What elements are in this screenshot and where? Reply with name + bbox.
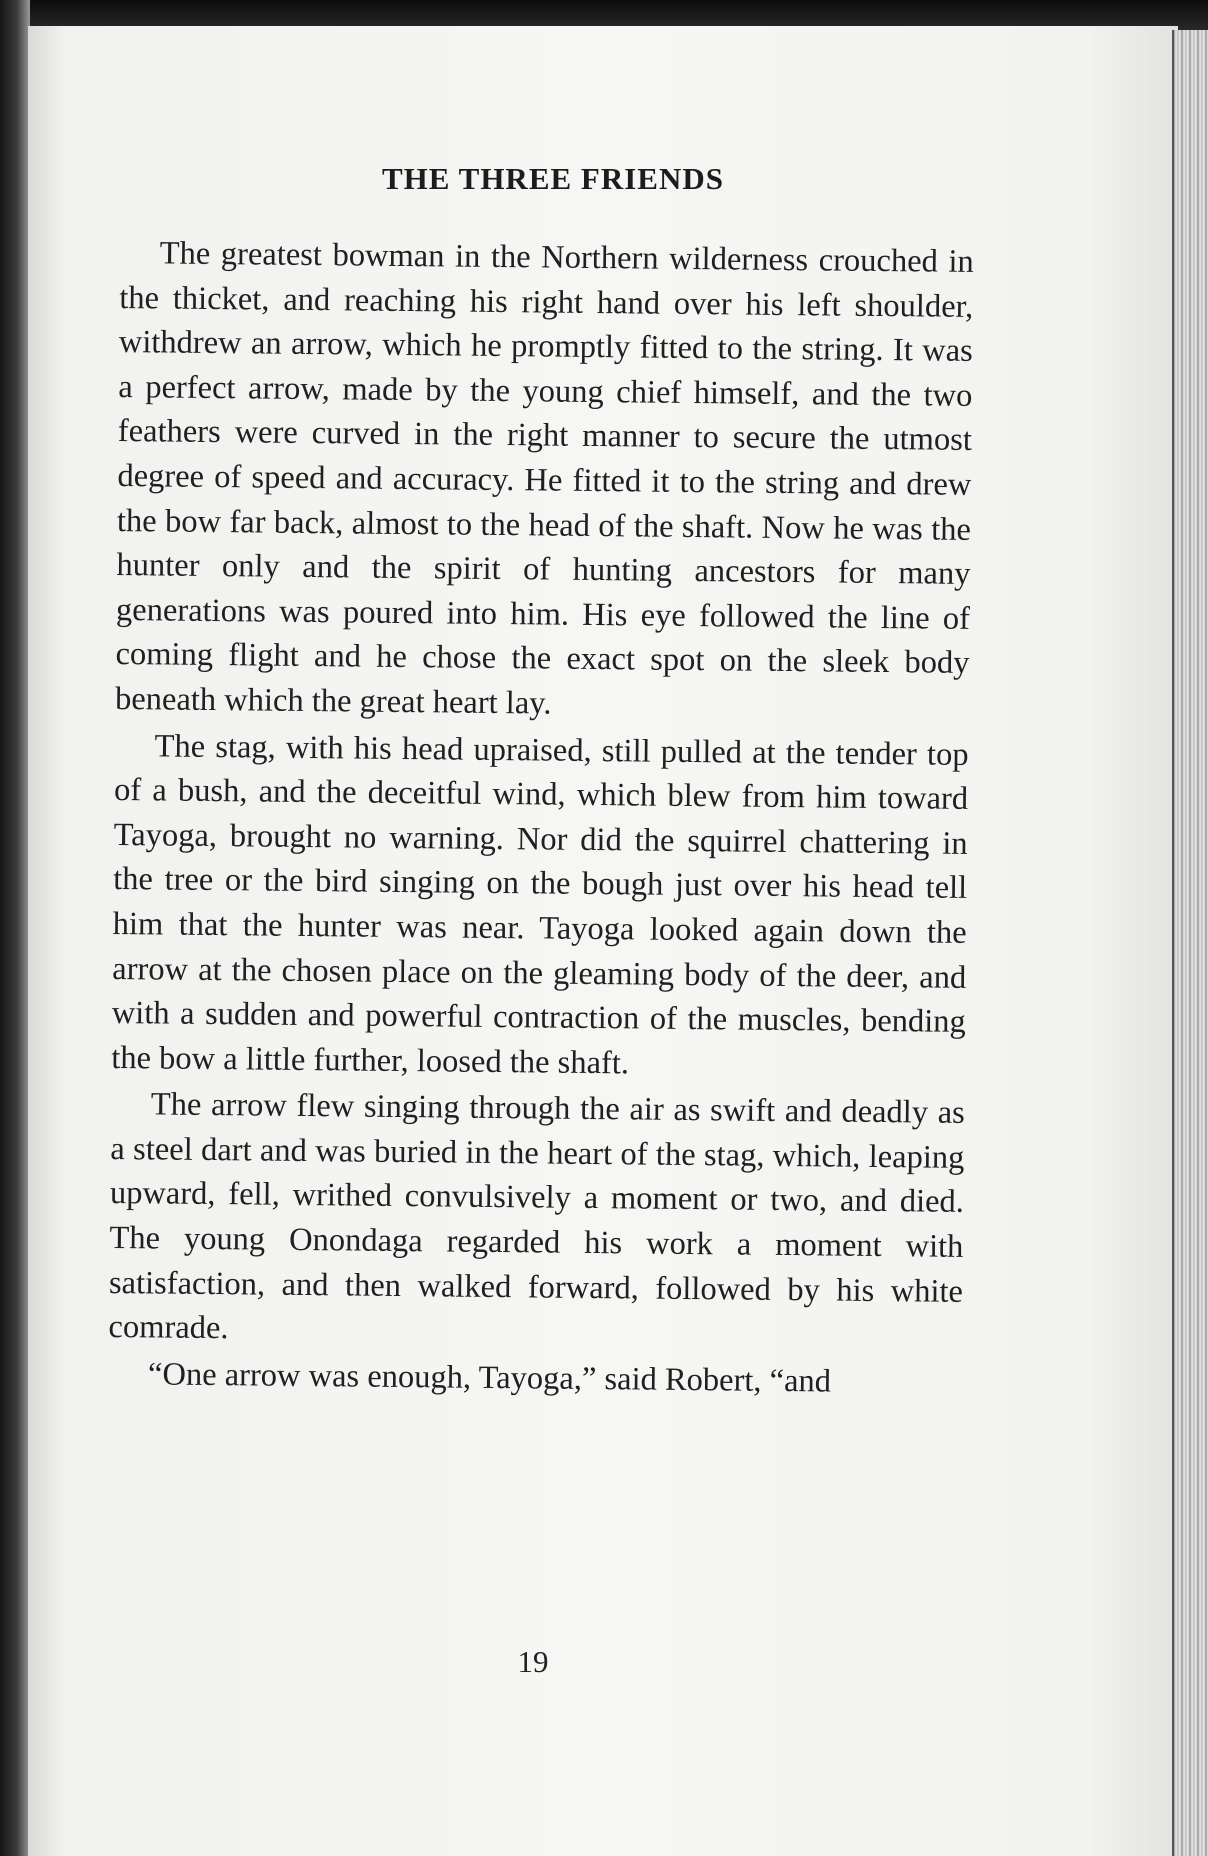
page-number: 19 (517, 1644, 549, 1679)
book-page (28, 26, 1178, 1856)
page-body (108, 231, 974, 1407)
page-stack-edge (1172, 30, 1208, 1856)
paragraph-2: The stag, with his head upraised, still pulled at the tender top of a bush, and the deceitful wind, which blew from him toward Tayoga, brought no warning. Nor did the squirrel chattering in the tree or the bird singing on the bough just over his head tell him that the hunter was near. Tayoga looked again down the arrow at the chosen place on the gleaming body of the deer, and with a sudden and powerful contraction of the muscles, bending the bow a little further, loosed the shaft. (111, 727, 969, 1082)
running-head: THE THREE FRIENDS (381, 161, 724, 196)
paragraph-3: The arrow flew singing through the air as swift and deadly as a steel dart and was buried in the heart of the stag, which, leaping upward, fell, writhed convulsively a moment or two, and died. The young Onondaga regarded his work a moment with satisfaction, and then walked forward, followed by his white comrade. (108, 1086, 965, 1347)
paragraph-4: “One arrow was enough, Tayoga,” said Robert, “and (147, 1356, 832, 1400)
book-spine-shadow (0, 0, 30, 1856)
paragraph-1: The greatest bowman in the Northern wilderness crouched in the thicket, and reaching his right hand over his left shoulder, withdrew an arrow, which he promptly fitted to the string. It was a perfect arrow, made by the young chief himself, and the two feathers were curved in the right manner to secure the utmost degree of speed and accuracy. He fitted it to the string and drew the bow far back, almost to the head of the shaft. Now he was the hunter only and the spirit of hunting ancestors for many generations was poured into him. His eye followed the line of coming flight and he chose the exact spot on the sleek body beneath which the great heart lay. (114, 235, 974, 722)
